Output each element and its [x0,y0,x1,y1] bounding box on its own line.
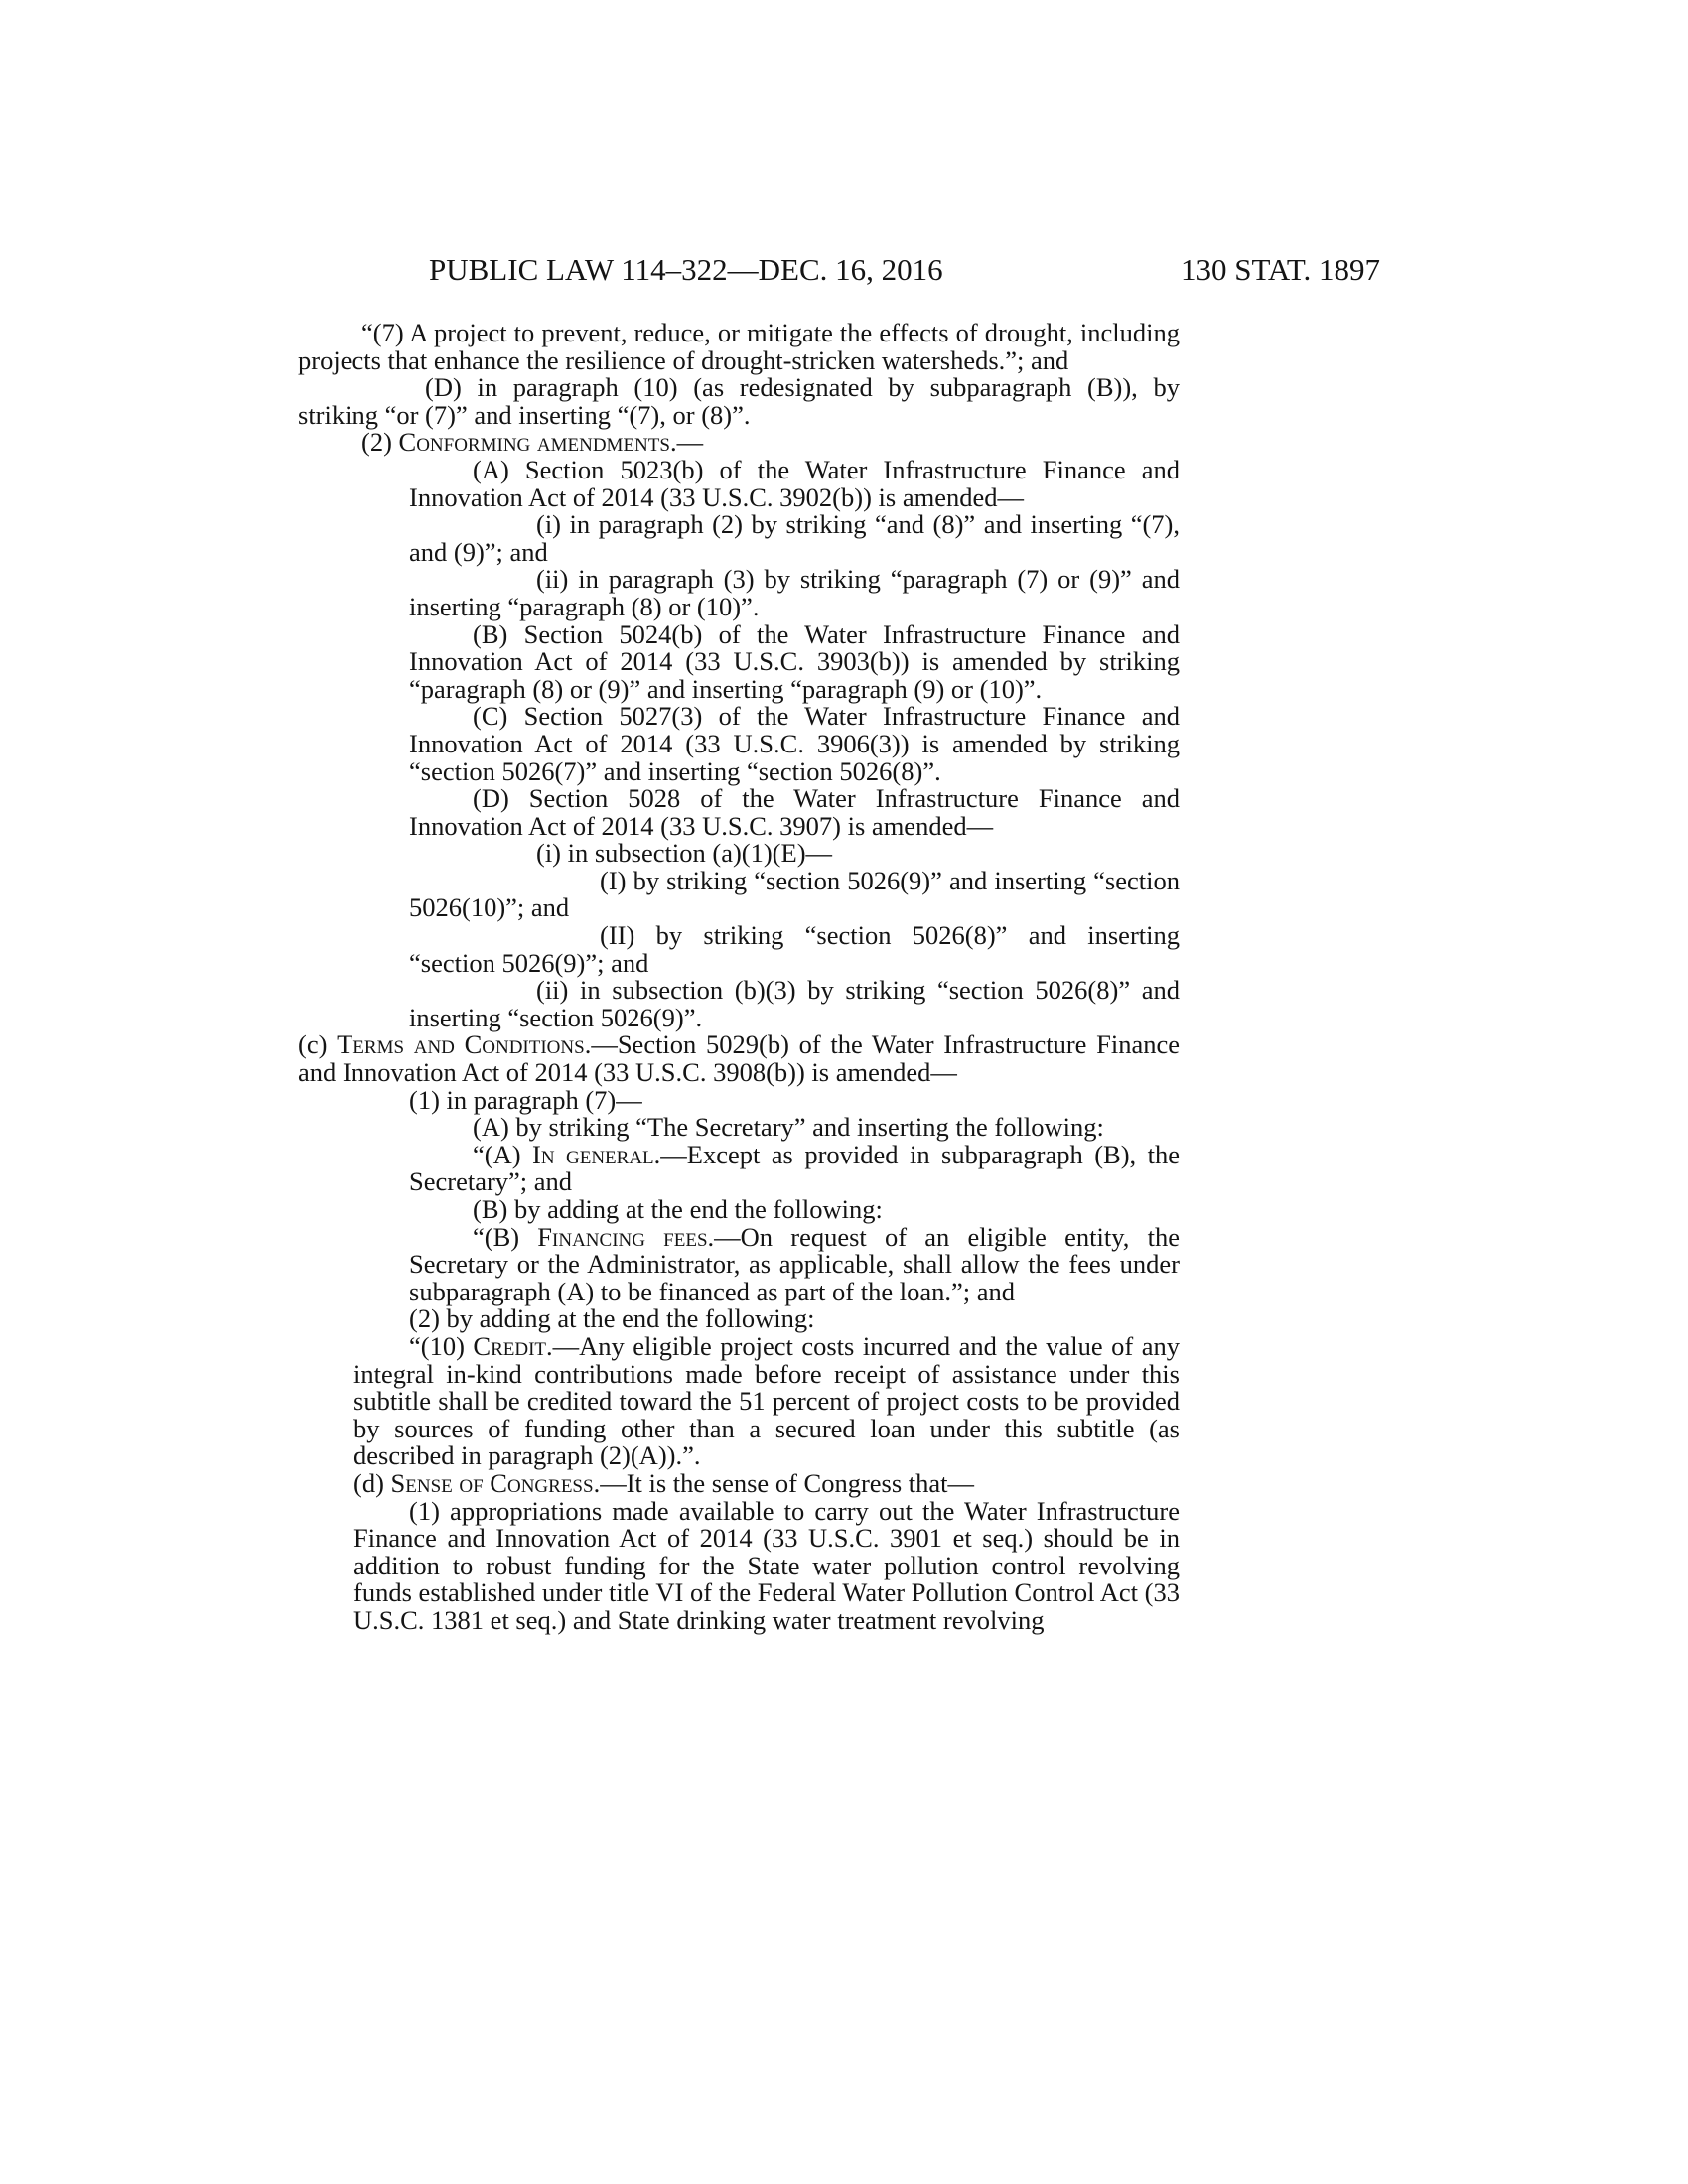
sense-paragraph-1: (1) appropriations made available to carry out the Water Infrastructure Finance and Innovation Act of 2014 (33 U.S.C. 3901 et seq.) should be in addition to robust funding for the State water pollution control revolving funds established under title VI of the Federal Water Pollution Control Act (33 U.S.C. 1381 et seq.) and State drinking water treatment revolving [353,1495,1180,1635]
conforming-amendment-c: (C) Section 5027(3) of the Water Infrastructure Finance and Innovation Act of 2014 (33 U.S.C. 3906(3)) is amended by striking “section 5026(7)” and inserting “section 5026(8)”. [409,701,1180,786]
subparagraph-b-amendment: (B) by adding at the end the following: [473,1194,883,1224]
section-heading: In general [532,1139,654,1169]
running-header [298,250,1380,290]
subsection-d-sense-of-congress: (d) Sense of Congress.—It is the sense of Congress that— [353,1467,975,1498]
conforming-amendment-d: (D) Section 5028 of the Water Infrastructure Finance and Innovation Act of 2014 (33 U.S.C. 3907) is amended— [409,783,1180,841]
conforming-amendment-b: (B) Section 5024(b) of the Water Infrastructure Finance and Innovation Act of 2014 (33 U.S.C. 3903(b)) is amended by striking “paragraph (8) or (9)” and inserting “paragraph (9) or (10)”. [409,618,1180,704]
quoted-paragraph-7: “(7) A project to prevent, reduce, or mitigate the effects of drought, including projects that enhance the resilience of drought-stricken watersheds.”; and [298,318,1180,375]
quoted-in-general: “(A) In general.—Except as provided in subparagraph (B), the Secretary”; and [409,1139,1180,1197]
section-heading: Financing fees [537,1221,708,1252]
subsection-c-terms-and-conditions: (c) Terms and Conditions.—Section 5029(b) of the Water Infrastructure Finance and Innovation Act of 2014 (33 U.S.C. 3908(b)) is amended— [298,1029,1180,1088]
section-heading: Sense of Congress [390,1467,594,1498]
quoted-credit: “(10) Credit.—Any eligible project costs incurred and the value of any integral in-kind contributions made before receipt of assistance under this subtitle shall be credited toward the 51 percent of project costs to be provided by sources of funding other than a secured loan under this subtitle (as described in paragraph (2)(A)).”. [353,1330,1180,1471]
subclause-ii-amendment: (II) by striking “section 5026(8)” and inserting “section 5026(9)”; and [409,920,1180,978]
paragraph-2-conforming-amendments: (2) Conforming amendments.— [361,427,704,458]
subclause-i-amendment: (I) by striking “section 5026(9)” and inserting “section 5026(10)”; and [409,865,1180,923]
clause-i-subsection: (i) in subsection (a)(1)(E)— [536,838,833,869]
conforming-amendment-a: (A) Section 5023(b) of the Water Infrastructure Finance and Innovation Act of 2014 (33 U.S.C. 3902(b)) is amended— [409,454,1180,512]
section-heading: Credit [473,1330,547,1361]
section-heading: Terms and Conditions [337,1029,585,1060]
clause-i-amendment: (i) in paragraph (2) by striking “and (8)” and inserting “(7), and (9)”; and [409,509,1180,567]
quoted-financing-fees: “(B) Financing fees.—On request of an eligible entity, the Secretary or the Administrator, as applicable, shall allow the fees under subparagraph (A) to be financed as part of the loan.”; and [409,1221,1180,1306]
clause-ii-amendment: (ii) in paragraph (3) by striking “paragraph (7) or (9)” and inserting “paragraph (8) or (10)”. [409,564,1180,621]
subparagraph-a-amendment: (A) by striking “The Secretary” and inserting the following: [473,1112,1104,1143]
public-law-citation: PUBLIC LAW 114–322—DEC. 16, 2016 [429,252,943,287]
clause-ii-subsection: (ii) in subsection (b)(3) by striking “section 5026(8)” and inserting “section 5026(9)”. [409,975,1180,1032]
section-heading: Conforming amendments [398,427,670,458]
statute-page-number: 130 STAT. 1897 [1180,252,1380,287]
paragraph-1-amendment: (1) in paragraph (7)— [409,1084,642,1115]
paragraph-2-amendment: (2) by adding at the end the following: [409,1303,815,1334]
statute-text [298,320,1180,1635]
subparagraph-d-amendment: (D) in paragraph (10) (as redesignated by subparagraph (B)), by striking “or (7)” and inserting “(7), or (8)”. [298,372,1180,430]
